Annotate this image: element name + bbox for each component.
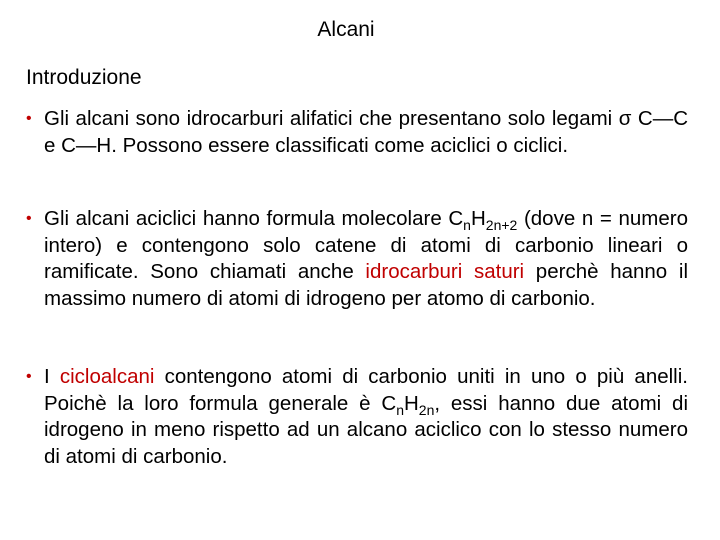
bullet-marker: •	[26, 210, 32, 227]
bullet-text-part: perchè hanno il massimo numero di atomi di idrogeno per atomo di carbonio.	[44, 260, 689, 310]
formula-subscript: 2n+2	[485, 217, 518, 233]
bullet-text-part: , essi hanno due atomi di idrogeno in meno rispetto ad un alcano aciclico con lo stesso numero di atomi di carbonio.	[44, 391, 688, 468]
bullet-text-part: Gli alcani sono idrocarburi alifatici che presentano solo legami σ C—C e C—H. Possono essere classificati come aciclici o ciclici.	[44, 107, 688, 157]
bullet-text-part: H	[470, 207, 486, 230]
slide-title: Alcani	[317, 18, 375, 41]
bullet-text	[44, 364, 688, 470]
formula-subscript: n	[396, 401, 404, 418]
bullet-item	[26, 106, 688, 159]
bullet-text	[44, 106, 688, 159]
bullet-item	[26, 364, 688, 470]
section-heading: Introduzione	[26, 66, 142, 89]
bullet-marker: •	[26, 368, 32, 385]
highlighted-term: idrocarburi saturi	[365, 260, 525, 283]
formula-subscript: 2n	[418, 401, 435, 418]
bullet-marker: •	[26, 110, 32, 127]
bullet-text-part: I	[44, 365, 60, 388]
bullet-text-part: contengono atomi di carbonio uniti in uno o più anelli. Poichè la loro formula generale è C	[44, 365, 688, 415]
bullet-text-part: (dove n = numero intero) e contengono solo catene di atomi di carbonio lineari o ramificate. Sono chiamati anche	[44, 207, 688, 283]
bullet-item	[26, 206, 688, 312]
formula-subscript: n	[463, 217, 471, 233]
bullet-text	[44, 206, 688, 312]
highlighted-term: cicloalcani	[59, 365, 155, 388]
bullet-text-part: Gli alcani aciclici hanno formula molecolare C	[44, 207, 464, 230]
bullet-text-part: H	[403, 391, 419, 415]
